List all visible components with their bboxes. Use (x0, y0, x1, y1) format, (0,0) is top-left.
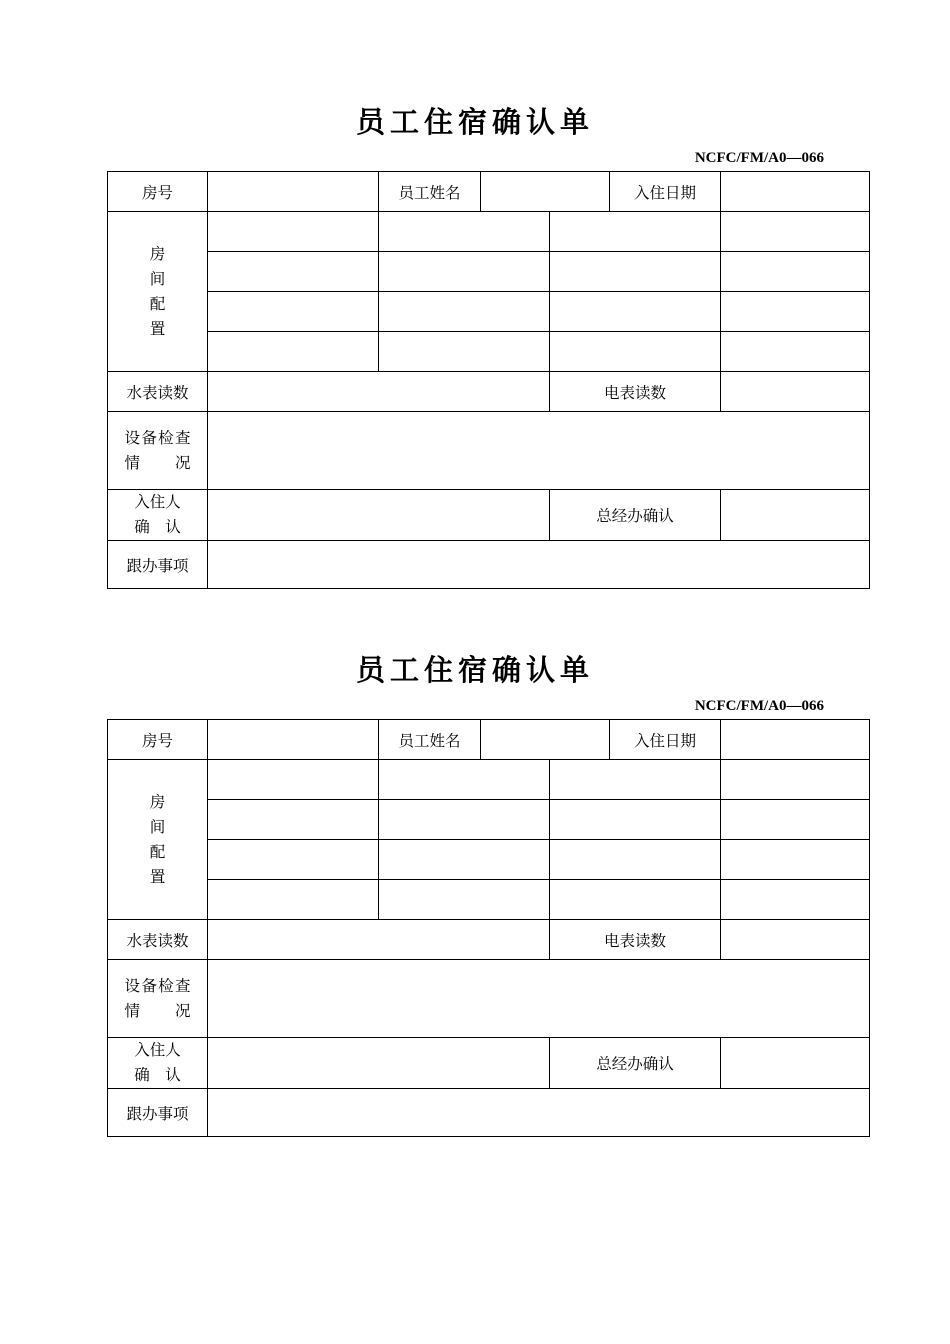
room-config-cell[interactable] (721, 292, 870, 332)
room-no-field[interactable] (208, 720, 379, 760)
electric-meter-label: 电表读数 (550, 372, 721, 412)
form-code: NCFC/FM/A0—066 (694, 150, 824, 166)
occupant-confirm-field[interactable] (208, 1038, 550, 1089)
water-meter-field[interactable] (208, 920, 550, 960)
form-code: NCFC/FM/A0—066 (694, 698, 824, 714)
room-config-cell[interactable] (208, 760, 379, 800)
form-table (107, 719, 870, 1137)
room-config-cell[interactable] (721, 760, 870, 800)
employee-name-field[interactable] (481, 172, 610, 212)
room-config-cell[interactable] (550, 880, 721, 920)
room-config-cell[interactable] (208, 292, 379, 332)
room-config-cell[interactable] (379, 212, 550, 252)
water-meter-label: 水表读数 (108, 372, 208, 412)
occupant-confirm-label: 入住人 确 认 (108, 490, 208, 541)
electric-meter-field[interactable] (721, 372, 870, 412)
room-config-cell[interactable] (208, 212, 379, 252)
room-config-cell[interactable] (208, 332, 379, 372)
occupant-confirm-label: 入住人 确 认 (108, 1038, 208, 1089)
room-config-cell[interactable] (550, 252, 721, 292)
room-config-cell[interactable] (550, 840, 721, 880)
form-title: 员工住宿确认单 (355, 653, 594, 687)
room-config-cell[interactable] (721, 252, 870, 292)
room-config-cell[interactable] (721, 212, 870, 252)
room-config-cell[interactable] (379, 760, 550, 800)
room-config-cell[interactable] (208, 252, 379, 292)
equipment-check-field[interactable] (208, 412, 870, 490)
room-config-cell[interactable] (721, 880, 870, 920)
room-config-cell[interactable] (379, 252, 550, 292)
follow-up-field[interactable] (208, 1089, 870, 1137)
form-table (107, 171, 870, 589)
electric-meter-field[interactable] (721, 920, 870, 960)
equipment-check-label: 设备检查 情 况 (108, 960, 208, 1038)
checkin-date-label: 入住日期 (610, 172, 721, 212)
equipment-check-label: 设备检查 情 况 (108, 412, 208, 490)
room-config-cell[interactable] (379, 800, 550, 840)
gm-office-confirm-field[interactable] (721, 1038, 870, 1089)
employee-name-label: 员工姓名 (379, 720, 481, 760)
follow-up-label: 跟办事项 (108, 1089, 208, 1137)
room-config-label: 房 间 配 置 (108, 760, 208, 920)
room-config-cell[interactable] (721, 332, 870, 372)
occupant-confirm-field[interactable] (208, 490, 550, 541)
water-meter-field[interactable] (208, 372, 550, 412)
form-title: 员工住宿确认单 (355, 105, 594, 139)
employee-name-label: 员工姓名 (379, 172, 481, 212)
equipment-check-field[interactable] (208, 960, 870, 1038)
room-config-cell[interactable] (550, 332, 721, 372)
checkin-date-label: 入住日期 (610, 720, 721, 760)
electric-meter-label: 电表读数 (550, 920, 721, 960)
follow-up-field[interactable] (208, 541, 870, 589)
room-config-cell[interactable] (379, 332, 550, 372)
room-config-cell[interactable] (208, 840, 379, 880)
gm-office-confirm-label: 总经办确认 (550, 490, 721, 541)
room-config-cell[interactable] (379, 880, 550, 920)
room-no-label: 房号 (108, 720, 208, 760)
room-config-cell[interactable] (550, 212, 721, 252)
room-no-label: 房号 (108, 172, 208, 212)
room-config-cell[interactable] (550, 760, 721, 800)
checkin-date-field[interactable] (721, 720, 870, 760)
room-config-label: 房 间 配 置 (108, 212, 208, 372)
room-config-cell[interactable] (208, 800, 379, 840)
room-config-cell[interactable] (721, 800, 870, 840)
checkin-date-field[interactable] (721, 172, 870, 212)
room-config-cell[interactable] (208, 880, 379, 920)
gm-office-confirm-field[interactable] (721, 490, 870, 541)
room-config-cell[interactable] (550, 800, 721, 840)
gm-office-confirm-label: 总经办确认 (550, 1038, 721, 1089)
room-config-cell[interactable] (379, 840, 550, 880)
room-no-field[interactable] (208, 172, 379, 212)
room-config-cell[interactable] (550, 292, 721, 332)
room-config-cell[interactable] (379, 292, 550, 332)
room-config-cell[interactable] (721, 840, 870, 880)
water-meter-label: 水表读数 (108, 920, 208, 960)
employee-name-field[interactable] (481, 720, 610, 760)
follow-up-label: 跟办事项 (108, 541, 208, 589)
